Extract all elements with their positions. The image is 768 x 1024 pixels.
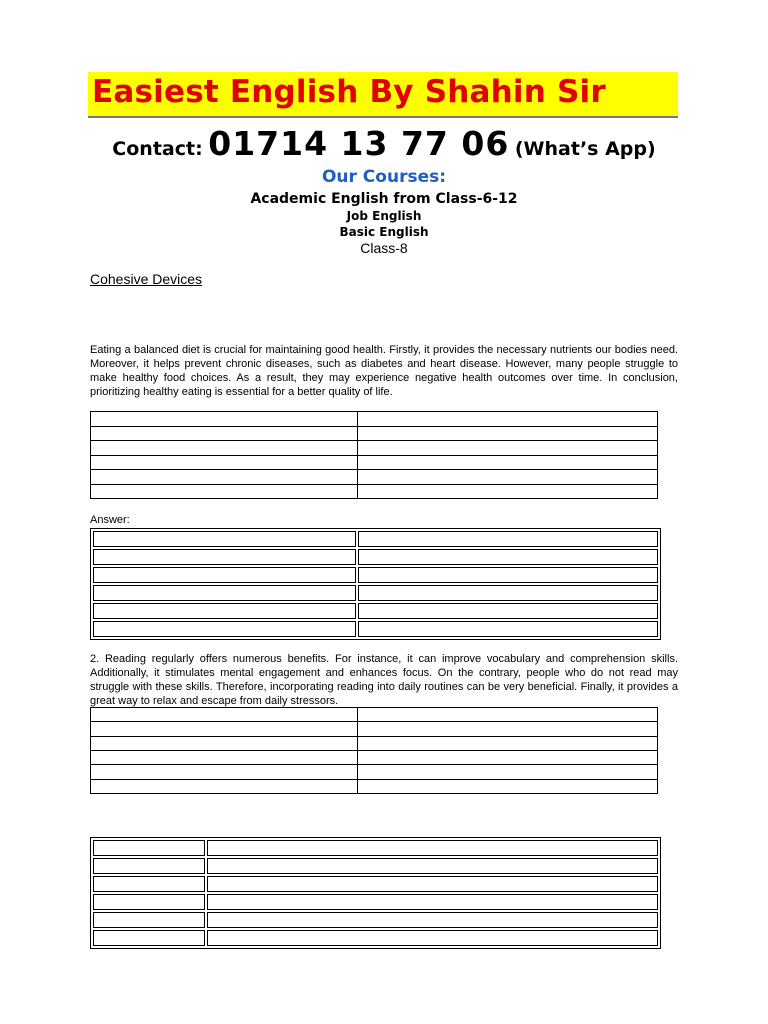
table-row — [93, 894, 658, 910]
table-cell — [358, 426, 658, 441]
course-basic: Basic English — [339, 225, 429, 239]
table-cell — [91, 455, 358, 470]
table-cell — [358, 585, 658, 601]
exercise-table-1 — [90, 411, 658, 499]
table-cell — [358, 603, 658, 619]
table-row — [91, 722, 658, 736]
table-cell — [93, 585, 356, 601]
table-row — [93, 621, 658, 637]
table-cell — [358, 779, 658, 793]
table-cell — [358, 621, 658, 637]
table-cell — [358, 722, 658, 736]
table-cell — [93, 858, 205, 874]
table-row — [91, 470, 658, 485]
table-cell — [93, 621, 356, 637]
table-cell — [91, 470, 358, 485]
table-row — [93, 585, 658, 601]
table-cell — [207, 858, 658, 874]
table-cell — [207, 876, 658, 892]
answer-table-2 — [90, 837, 661, 949]
answer-label: Answer: — [90, 514, 130, 526]
contact-line — [0, 124, 768, 163]
table-cell — [91, 708, 358, 722]
table-row — [93, 549, 658, 565]
table-row — [93, 912, 658, 928]
table-row — [93, 930, 658, 946]
table-cell — [91, 484, 358, 499]
table-cell — [91, 412, 358, 427]
table-cell — [358, 455, 658, 470]
table-cell — [207, 912, 658, 928]
table-cell — [93, 876, 205, 892]
title-banner — [88, 72, 678, 118]
table-row — [91, 779, 658, 793]
table-row — [91, 708, 658, 722]
table-cell — [93, 603, 356, 619]
table-cell — [93, 930, 205, 946]
course-academic: Academic English from Class-6-12 — [250, 191, 518, 207]
table-row — [91, 412, 658, 427]
whatsapp-label: (What’s App) — [514, 138, 656, 160]
table-row — [91, 484, 658, 499]
table-cell — [358, 484, 658, 499]
table-cell — [207, 894, 658, 910]
table-cell — [358, 708, 658, 722]
courses-title: Our Courses: — [321, 167, 447, 187]
course-job: Job English — [346, 209, 422, 223]
table-row — [93, 567, 658, 583]
table-cell — [91, 736, 358, 750]
table-cell — [93, 549, 356, 565]
exercise-table-2 — [90, 707, 658, 794]
table-cell — [358, 567, 658, 583]
table-row — [93, 531, 658, 547]
section-title: Cohesive Devices — [90, 271, 203, 287]
table-cell — [358, 736, 658, 750]
table-cell — [93, 894, 205, 910]
table-row — [93, 603, 658, 619]
table-cell — [93, 531, 356, 547]
table-cell — [358, 750, 658, 764]
table-row — [93, 840, 658, 856]
class-label: Class-8 — [360, 240, 408, 256]
table-cell — [93, 567, 356, 583]
table-row — [91, 455, 658, 470]
table-row — [93, 876, 658, 892]
table-cell — [93, 840, 205, 856]
table-cell — [93, 912, 205, 928]
table-cell — [207, 930, 658, 946]
table-cell — [91, 765, 358, 779]
exercise-paragraph-2: 2. Reading regularly offers numerous benefits. For instance, it can improve vocabulary and comprehension skills. Additionally, it stimulates mental engagement and enhances focus. On the contrary, people who do not read may struggle with these skills. Therefore, incorporating reading into daily routines can be very beneficial. Finally, it provides a great way to relax and escape from daily stressors. — [90, 653, 678, 707]
page-title: Easiest English By Shahin Sir — [92, 74, 606, 110]
table-row — [91, 765, 658, 779]
table-row — [91, 750, 658, 764]
phone-number: 01714 13 77 06 — [208, 124, 510, 163]
table-cell — [91, 426, 358, 441]
table-cell — [358, 412, 658, 427]
table-cell — [91, 441, 358, 456]
table-cell — [91, 779, 358, 793]
contact-label: Contact: — [112, 138, 203, 160]
table-cell — [358, 531, 658, 547]
answer-table — [90, 528, 661, 640]
table-cell — [91, 722, 358, 736]
exercise-paragraph-1: Eating a balanced diet is crucial for maintaining good health. Firstly, it provides the necessary nutrients our bodies need. Moreover, it helps prevent chronic diseases, such as diabetes and heart disease. However, many people struggle to make healthy food choices. As a result, they may experience negative health outcomes over time. In conclusion, prioritizing healthy eating is essential for a better quality of life. — [90, 344, 678, 398]
table-cell — [207, 840, 658, 856]
table-cell — [358, 765, 658, 779]
table-row — [93, 858, 658, 874]
table-cell — [358, 549, 658, 565]
table-row — [91, 736, 658, 750]
table-cell — [91, 750, 358, 764]
table-cell — [358, 470, 658, 485]
table-row — [91, 426, 658, 441]
table-row — [91, 441, 658, 456]
table-cell — [358, 441, 658, 456]
